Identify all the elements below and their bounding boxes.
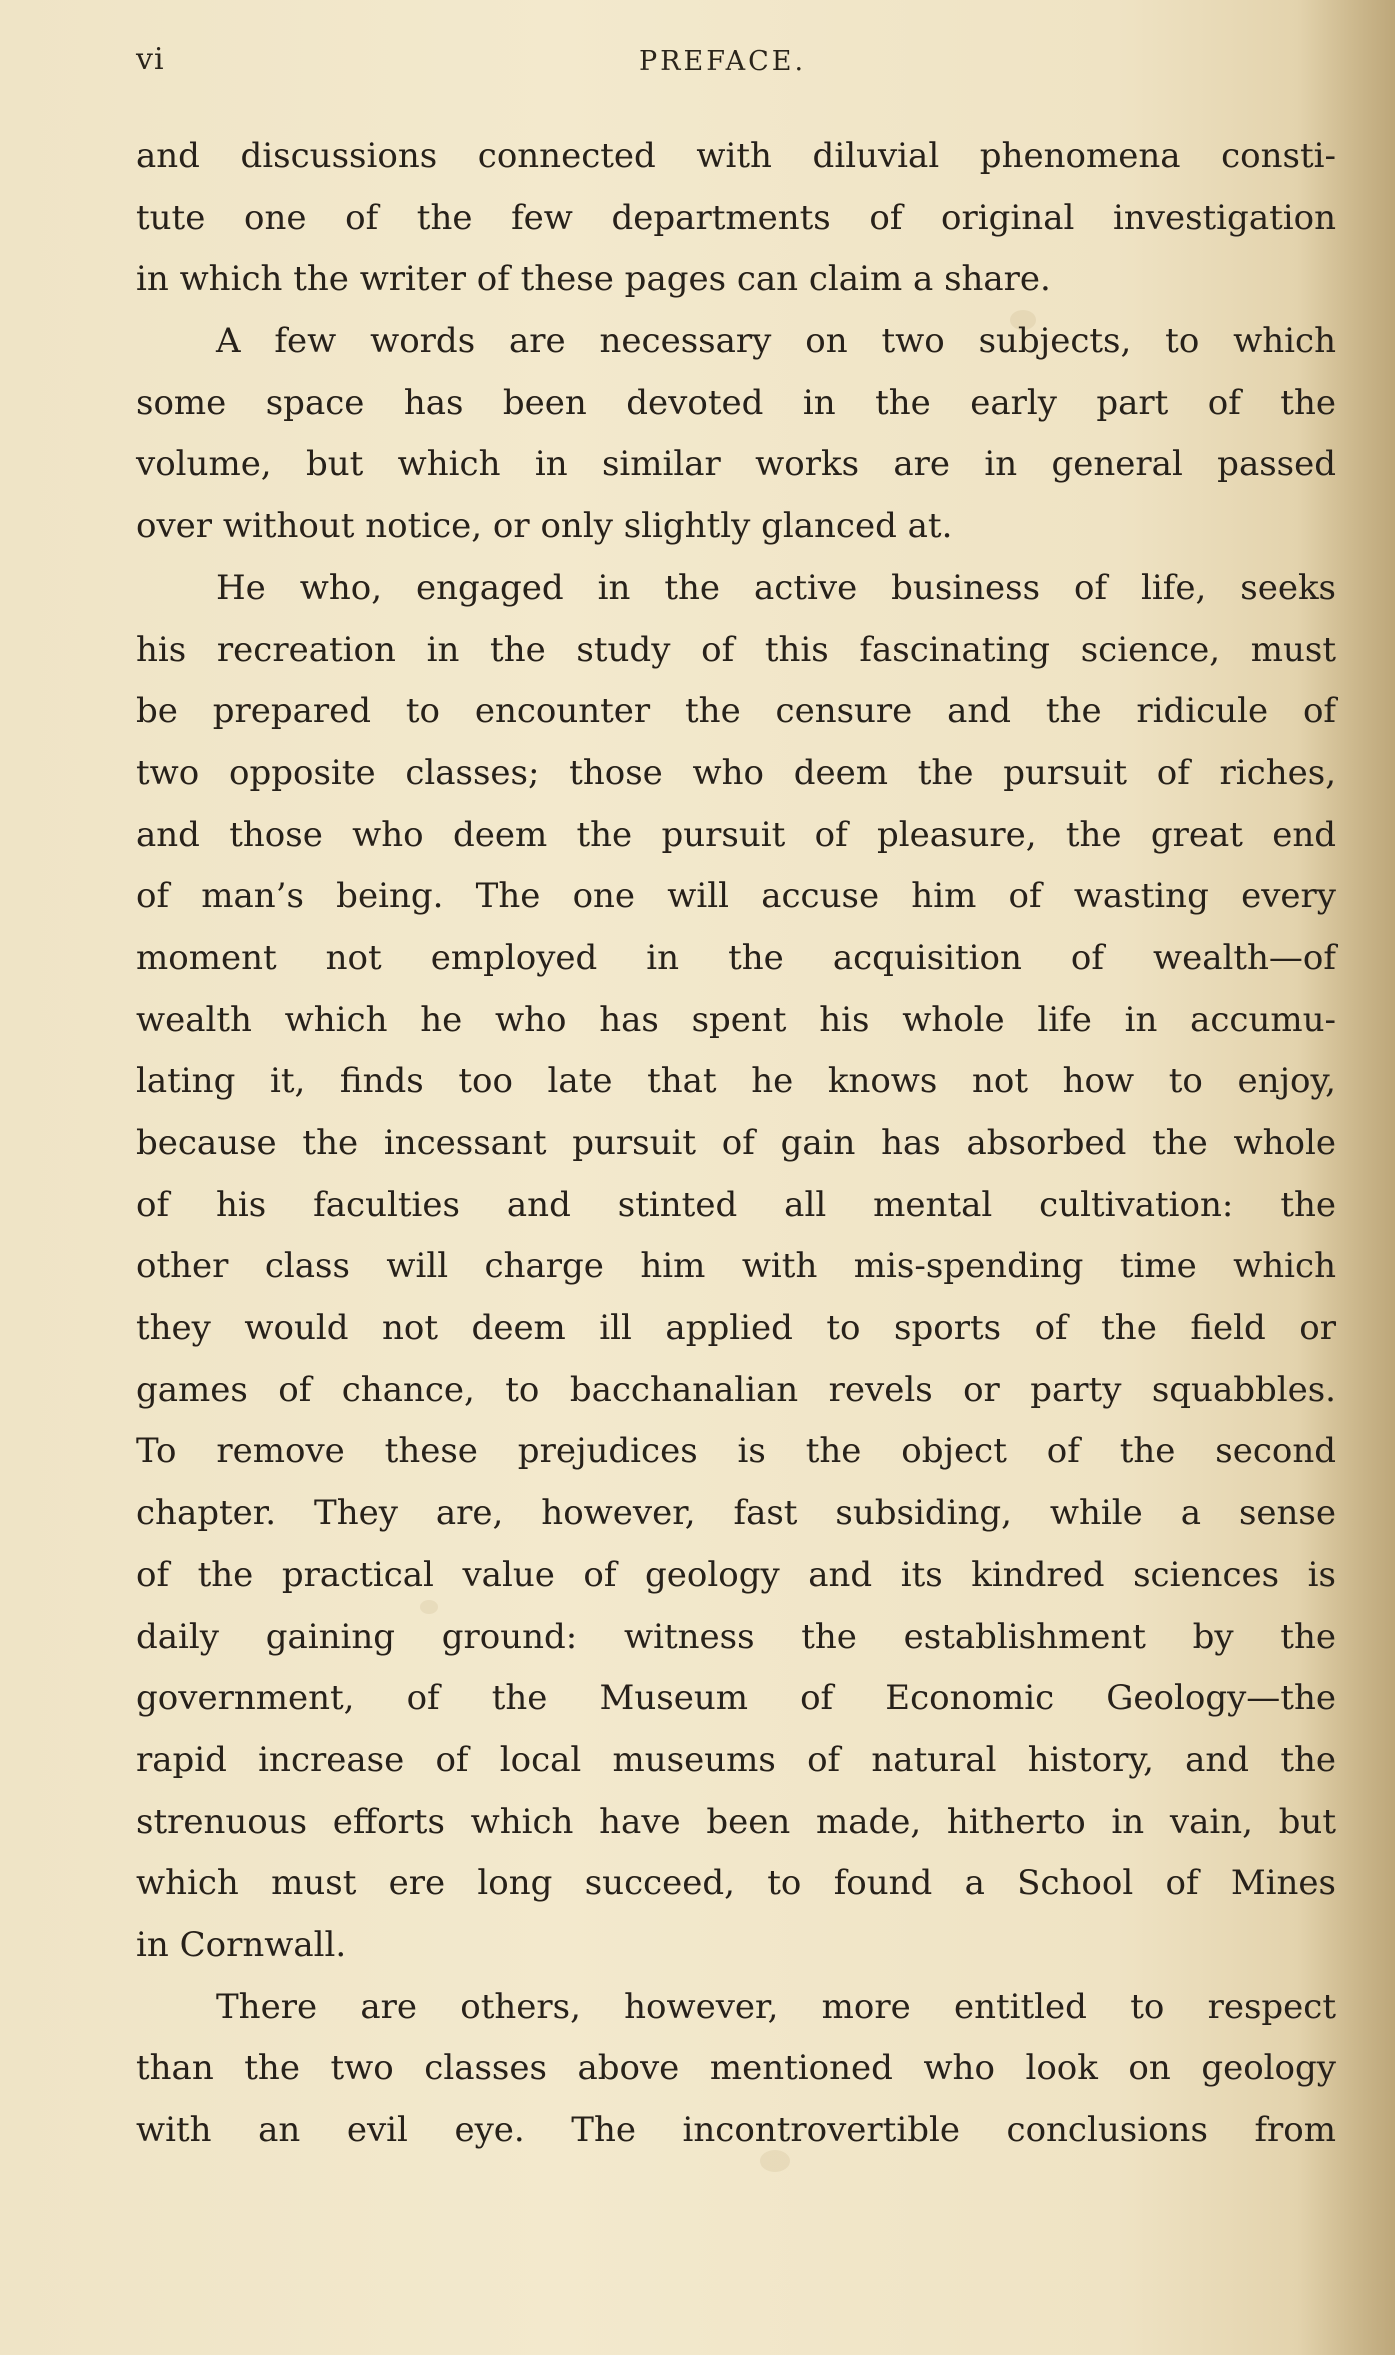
text-line: moment not employed in the acquisition of wealth—of [136, 937, 1336, 978]
text-line: He who, engaged in the active business of life, seeks [216, 567, 1336, 608]
text-line: daily gaining ground: witness the establishment by the [136, 1616, 1336, 1657]
text-line: some space has been devoted in the early part of the [136, 382, 1336, 423]
text-line: two opposite classes; those who deem the pursuit of riches, [136, 752, 1336, 793]
text-line: in Cornwall. [136, 1924, 347, 1965]
text-line: in which the writer of these pages can claim a share. [136, 259, 1051, 300]
text-line: wealth which he who has spent his whole life in accumu- [136, 999, 1336, 1040]
running-head: PREFACE. [639, 46, 807, 77]
text-line: There are others, however, more entitled to respect [216, 1986, 1336, 2027]
text-line: his recreation in the study of this fascinating science, must [136, 629, 1336, 670]
text-line: games of chance, to bacchanalian revels or party squabbles. [136, 1369, 1336, 1410]
text-line: volume, but which in similar works are in general passed [136, 444, 1336, 485]
page-header [136, 42, 1336, 82]
text-line: they would not deem ill applied to sports of the field or [136, 1308, 1336, 1349]
text-line: To remove these prejudices is the object of the second [136, 1431, 1336, 1472]
text-line: A few words are necessary on two subjects, to which [216, 321, 1336, 362]
text-line: which must ere long succeed, to found a School of Mines [136, 1863, 1336, 1904]
text-line: with an evil eye. The incontrovertible conclusions from [136, 2110, 1336, 2150]
text-line: and those who deem the pursuit of pleasure, the great end [136, 814, 1336, 855]
text-line: because the incessant pursuit of gain has absorbed the whole [136, 1123, 1336, 1163]
text-line: over without notice, or only slightly glanced at. [136, 506, 953, 547]
text-line: strenuous efforts which have been made, hitherto in vain, but [136, 1801, 1336, 1842]
page-number: vi [136, 42, 165, 77]
body-text [136, 126, 1336, 2162]
text-line: of his faculties and stinted all mental cultivation: the [136, 1184, 1336, 1225]
text-line: government, of the Museum of Economic Geology—the [136, 1678, 1336, 1719]
text-line: tute one of the few departments of original investigation [136, 197, 1336, 238]
text-line: lating it, finds too late that he knows not how to enjoy, [136, 1061, 1336, 1102]
text-line: chapter. They are, however, fast subsiding, while a sense [136, 1493, 1336, 1534]
text-line: other class will charge him with mis-spending time which [136, 1246, 1336, 1287]
text-line: and discussions connected with diluvial phenomena consti- [136, 136, 1336, 176]
text-line: be prepared to encounter the censure and the ridicule of [136, 691, 1336, 732]
text-line: rapid increase of local museums of natural history, and the [136, 1739, 1336, 1780]
text-line: than the two classes above mentioned who look on geology [136, 2048, 1336, 2089]
text-line: of man’s being. The one will accuse him of wasting every [136, 876, 1336, 917]
text-line: of the practical value of geology and its kindred sciences is [136, 1554, 1336, 1595]
